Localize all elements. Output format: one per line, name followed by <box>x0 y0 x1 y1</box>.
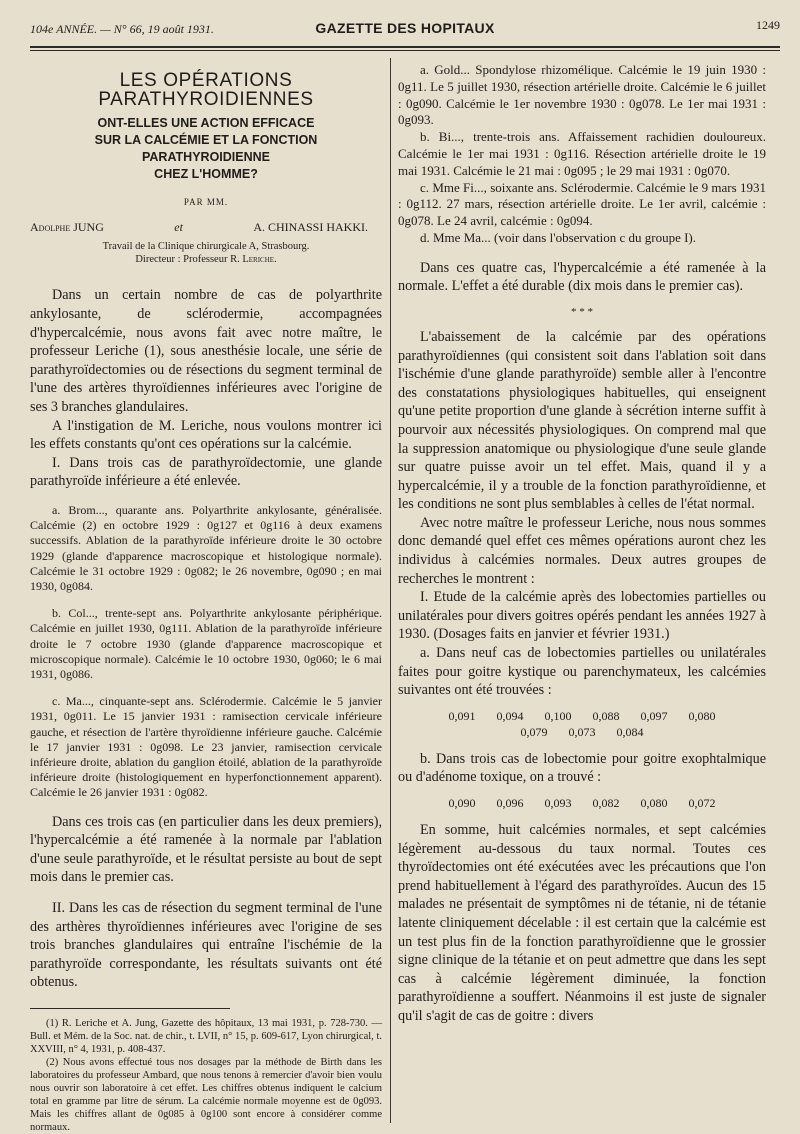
page-header <box>30 18 780 42</box>
value: 0,082 <box>592 796 620 811</box>
value: 0,094 <box>496 708 524 723</box>
value: 0,080 <box>640 796 668 811</box>
case-c: c. Mme Fi..., soixante ans. Sclérodermie. Calcémie le 9 mars 1931 : 0g112. 27 mars, résection artérielle droite. Le 1er avril, calcémie : 0g078. Le 24 avril, calcémie : 0g094. <box>398 179 766 229</box>
subtitle-line-1: ONT-ELLES UNE ACTION EFFICACE <box>97 116 315 131</box>
value: 0,100 <box>544 708 572 723</box>
calcemia-values-a <box>398 708 766 740</box>
paragraph: b. Dans trois cas de lobectomie pour goitre exophtalmique ou d'adénome toxique, on a trouvé : <box>398 750 766 786</box>
subtitle-line-3: CHEZ L'HOMME? <box>154 167 258 182</box>
value: 0,088 <box>592 708 620 723</box>
paragraph: II. Dans les cas de résection du segment terminal de l'une des arthères thyroïdiennes inférieures avec l'origine de ses trois branches glandulaires qui entraîne l'ischémie de la parathyroïde correspondante, les résultats suivants ont été obtenus. <box>30 899 382 991</box>
value: 0,096 <box>496 796 524 811</box>
author-2: A. CHINASSI HAKKI. <box>253 219 368 234</box>
case-a: a. Gold... Spondylose rhizomélique. Calcémie le 19 juin 1930 : 0g11. Le 5 juillet 1930, résection artérielle droite. Calcémie le 6 juillet : 0g090. Calcémie le 1er novembre 1930 : 0g078. Le 1er mai 1931 : 0g093. <box>398 62 766 128</box>
value: 0,093 <box>544 796 572 811</box>
paragraph: Avec notre maître le professeur Leriche, nous nous sommes donc demandé quel effet ces mêmes opérations auront chez les individus à calcémies normales. Deux autres groupes de recherches le montrent : <box>398 514 766 587</box>
affiliation-line-1: Travail de la Clinique chirurgicale A, Strasbourg. <box>102 241 310 253</box>
authors <box>30 218 382 237</box>
article-title: LES OPÉRATIONS PARATHYROIDIENNES <box>98 70 314 110</box>
case-d: d. Mme Ma... (voir dans l'observation c du groupe I). <box>420 229 697 245</box>
paragraph: A l'instigation de M. Leriche, nous voulons montrer ici les effets constants qu'ont ces opérations sur la calcémie. <box>30 417 382 453</box>
subtitle-line-2: SUR LA CALCÉMIE ET LA FONCTION PARATHYROIDIENNE <box>94 133 318 165</box>
value: 0,084 <box>616 724 644 739</box>
case-a: a. Brom..., quarante ans. Polyarthrite ankylosante, généralisée. Calcémie (2) en octobre 1929 : 0g127 et 0g116 à deux examens successifs. Ablation de la parathyroïde inférieure droite le 30 octobre 1929 (glande d'apparence macroscopique et histologique normale). Calcémie le 31 octobre 1929 : 0g082; le 26 novembre, 0g090 ; en mai 1930, 0g084. <box>30 502 382 593</box>
case-list <box>30 503 382 801</box>
paragraph: L'abaissement de la calcémie par des opérations parathyroïdiennes (qui consistent soit dans l'ablation soit dans l'ischémie d'une glande parathyroïde) semble aller à l'encontre des constatations physiologiques habituelles, qui enseignent qu'une petite proportion d'une glande à sécrétion interne suffit à pourvoir aux nécessités physiologiques. On comprend mal que la suppression anatomique ou physiologique d'une seule glande sur quatre puisse avoir un tel effet. Mais, quand il y a hypercalcémie, il y a trouble de la fonction parathyroïdienne, et les conditions ne sont plus semblables à celles de l'état normal. <box>398 328 766 513</box>
values-row <box>398 724 766 740</box>
paragraph: Dans ces quatre cas, l'hypercalcémie a été ramenée à la normale. L'effet a été durable (dix mois dans le premier cas). <box>398 259 766 295</box>
paragraph: Dans ces trois cas (en particulier dans les deux premiers), l'hypercalcémie a été ramenée à la normale par l'ablation d'une seule parathyroïde, et le résultat persiste au bout de sept mois dans le premier cas. <box>30 813 382 886</box>
case-c: c. Ma..., cinquante-sept ans. Sclérodermie. Calcémie le 5 janvier 1931, 0g011. Le 15 janvier 1931 : ramisection cervicale inférieure gauche, et résection de l'artère thyroïdienne inférieure gauche. Calcémie le 17 janvier 1931 : 0g098. Le 23 janvier, ramisection cervicale inférieure droite, ablation du ganglion étoilé, ablation de la parathyroïde inférieure droite (histologiquement en hyperfonctionnement apparent). Calcémie le 26 janvier 1931 : 0g082. <box>30 694 382 800</box>
value: 0,097 <box>640 708 668 723</box>
affiliation-line-2 <box>30 253 382 266</box>
calcemia-values-b <box>398 795 766 811</box>
value: 0,090 <box>448 796 476 811</box>
case-b: b. Bi..., trente-trois ans. Affaissement rachidien douloureux. Calcémie le 1er mai 1931 : 0g116. Résection artérielle droite le 19 mai 1931. Calcémie le 21 mai : 0g095 ; le 29 mai 1931 : 0g070. <box>398 129 766 178</box>
issue-info: 104e ANNÉE. — N° 66, 19 août 1931. <box>30 22 214 36</box>
paragraph: I. Etude de la calcémie après des lobectomies partielles ou unilatérales pour divers goitres opérés pendant les années 1927 à 1930. (Dosages faits en janvier et février 1931.) <box>398 589 766 643</box>
journal-title: GAZETTE DES HOPITAUX <box>315 20 495 36</box>
footnote-rule <box>30 1008 230 1009</box>
paragraph: a. Dans neuf cas de lobectomies partielles ou unilatérales faites pour goitre kystique ou parenchymateux, les calcémies suivantes ont été trouvées : <box>398 645 766 699</box>
author-1: Adolphe JUNG <box>30 219 104 234</box>
director-label: Directeur : Professeur R. <box>135 254 243 266</box>
page-number: 1249 <box>756 18 780 32</box>
by-line: PAR MM. <box>183 197 229 208</box>
affiliation <box>30 240 382 266</box>
article-subtitle <box>30 115 382 183</box>
director-name: Leriche. <box>242 254 277 266</box>
footnote-2: (2) Nous avons effectué tous nos dosages par la méthode de Birth dans les laboratoires du professeur Ambard, que nous tenons à remercier d'avoir bien voulu nous ouvrir son laboratoire à cet effet. Les chiffres obtenus indiquent le calcium total en gramme par litre de sérum. La calcémie normale moyenne est de 0g093. Mais les chiffres allant de 0g085 à 0g100 sont encore à considérer comme normaux. <box>30 1056 382 1133</box>
case-b: b. Col..., trente-sept ans. Polyarthrite ankylosante périphérique. Calcémie en juillet 1930, 0g111. Ablation de la parathyroïde inférieure droite le 7 octobre 1930 (glande d'apparence macroscopique et microscopique normale). Calcémie le 10 octobre 1930, 0g060; le 6 mai 1931, 0g086. <box>30 606 382 681</box>
header-rule <box>30 46 780 48</box>
value: 0,072 <box>688 796 716 811</box>
paragraph: Dans un certain nombre de cas de polyarthrite ankylosante, de sclérodermie, accompagnées d'hypercalcémie, nous avons fait avec notre maître, le professeur Leriche (1), sous anesthésie locale, une série de parathyroïdectomies ou de résections du segment terminal de l'une des artères thyroïdiennes inférieures avec l'origine de ses 3 branches glandulaires. <box>30 287 382 415</box>
values-row <box>398 708 766 724</box>
paragraph: En somme, huit calcémies normales, et sept calcémies légèrement au-dessous du taux normal. Toutes ces thyroïdectomies ont été exécutées avec les précautions que l'on prend habituellement à l'égard des parathyroïdes. Aucun des 15 malades ne présentait de symptômes ni de tétanie, ni de tétanie latente cliniquement décelable : il est certain que la calcémie est un test plus fin de la fonction parathyroïdienne que le grossier signe clinique de la tétanie et on peut admettre que dans les sept cas à calcémie légèrement diminuée, la fonction parathyroïdienne a souffert. Néanmoins il est juste de signaler qu'il s'agit de cas de goitre : divers <box>398 822 766 1024</box>
value: 0,080 <box>688 708 716 723</box>
value: 0,073 <box>568 724 596 739</box>
right-column <box>398 62 766 1026</box>
left-column <box>30 62 382 1134</box>
section-separator: * * * <box>571 305 593 318</box>
value: 0,091 <box>448 708 476 723</box>
column-divider <box>390 58 391 1123</box>
footnote-1: (1) R. Leriche et A. Jung, Gazette des hôpitaux, 13 mai 1931, p. 728-730. — Bull. et Mém. de la Soc. nat. de chir., t. LVII, n° 15, p. 609-617, Lyon chirurgical, t. XXVIII, n° 4, 1931, p. 408-437. <box>30 1017 382 1055</box>
values-row <box>398 795 766 811</box>
header-rule-thin <box>30 50 780 51</box>
author-and: et <box>174 219 183 234</box>
paragraph: I. Dans trois cas de parathyroïdectomie, une glande parathyroïde inférieure a été enlevée. <box>30 454 382 490</box>
value: 0,079 <box>520 724 548 739</box>
